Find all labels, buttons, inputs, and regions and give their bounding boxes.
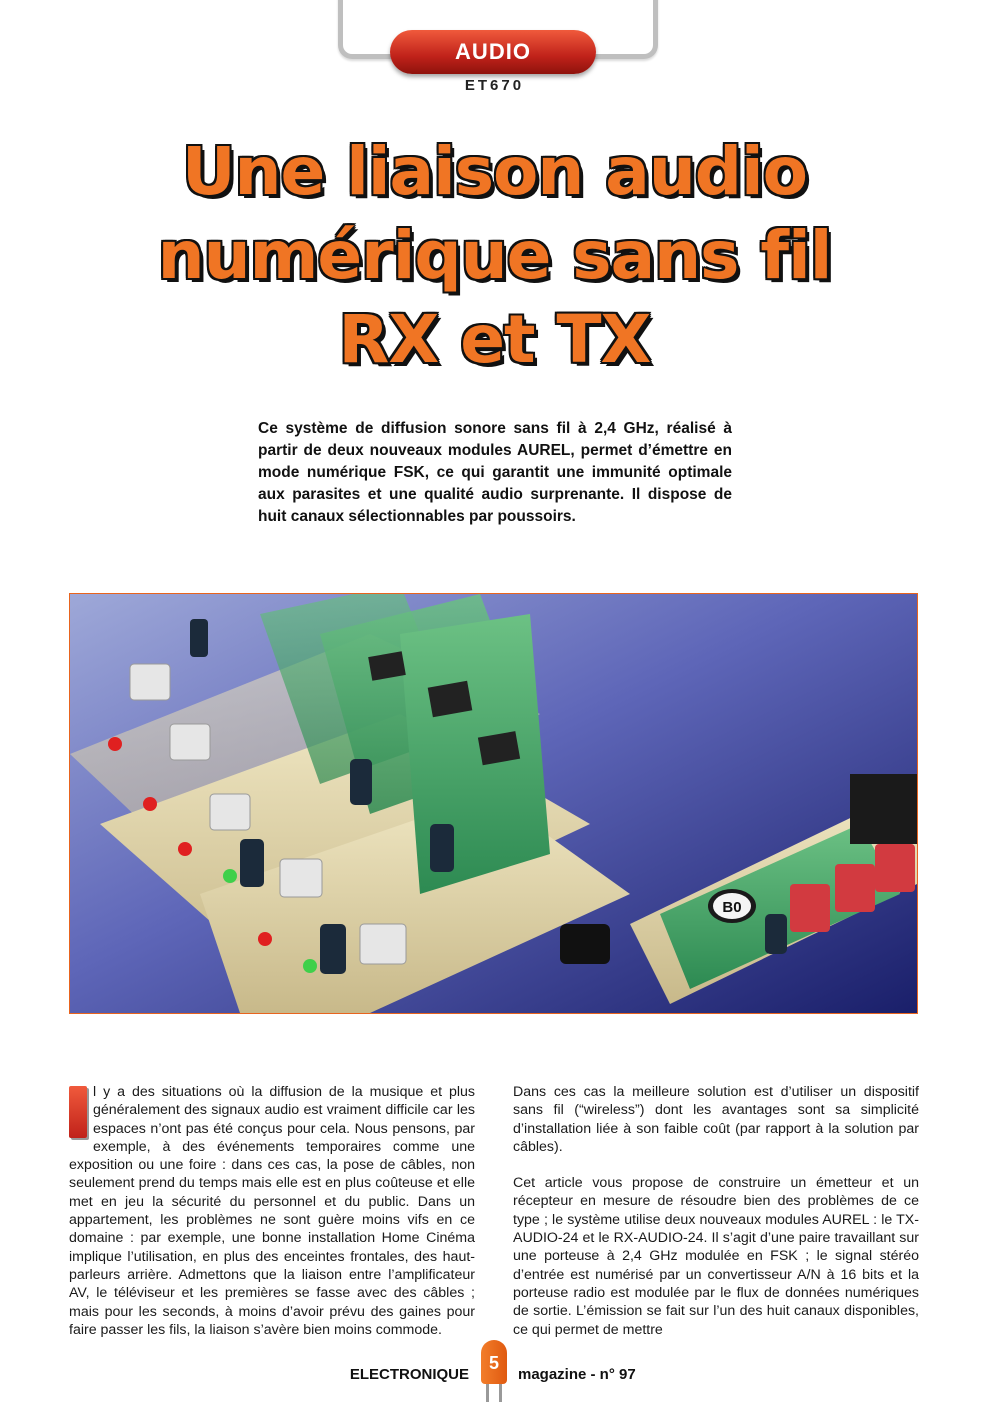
dropcap: I (69, 1086, 87, 1138)
title-line-3: RX et TX (338, 301, 651, 378)
footer-magazine-right: magazine - n° 97 (518, 1366, 636, 1383)
title-line-2: numérique sans fil (157, 217, 832, 294)
article-code: ET670 (464, 77, 525, 94)
footer-magazine-left: ELECTRONIQUE (349, 1366, 469, 1383)
section-badge (390, 30, 596, 74)
page-number: 5 (481, 1340, 507, 1384)
led-leg (499, 1384, 502, 1402)
article-title (0, 130, 989, 382)
module-label: B0 (722, 899, 742, 916)
photo-illustration (70, 594, 917, 1013)
body-column-left (69, 1083, 475, 1357)
page-footer (0, 1353, 989, 1392)
body-paragraph: Cet article vous propose de construire un émetteur et un récepteur en mesure de résoudre bien des problèmes de ce type ; le système utilise deux nouveaux modules AUREL : le TX-AUDIO-24 et le RX-AUDIO-24. Il s’agit d’une paire travaillant sur une porteuse à 2,4 GHz modulée en FSK ; le signal stéréo d’entrée est numérisé par un convertisseur A/N à 16 bits et la porteuse radio est modulée par le flux de données numériques de sortie. L’émission se fait sur l’un des huit canaux disponibles, ce qui permet de mettre (513, 1175, 919, 1338)
title-line-1: Une liaison audio (181, 133, 808, 210)
circuit-boards-photo (69, 593, 918, 1014)
body-column-right (513, 1083, 919, 1357)
section-label: AUDIO (455, 39, 531, 64)
body-paragraph: Dans ces cas la meilleure solution est d’utiliser un dispositif sans fil (“wireless”) dont les avantages sont sa simplicité d’installation liée à son faible coût (par rapport à la solution par câbles). (513, 1084, 919, 1155)
lead-paragraph: Ce système de diffusion sonore sans fil à 2,4 GHz, réalisé à partir de deux nouveaux modules AUREL, permet d’émettre en mode numérique FSK, ce qui garantit une immunité optimale aux parasites et une qualité audio surprenante. Il dispose de huit canaux sélectionnables par poussoirs. (258, 420, 732, 525)
body-text: l y a des situations où la diffusion de la musique et plus généralement des signaux audio est vraiment difficile car les espaces n’ont pas été conçus pour cela. Nous pensons, par exemple, à des événements temporaires comme une exposition ou une foire : dans ces cas, la pose de câbles, non seulement prend du temps mais elle est en plus coûteuse et elle met en jeu la sécurité du personnel et du public. Dans un appartement, les problèmes ne sont guère moins vifs en ce domaine : par exemple, une bonne installation Home Cinéma implique l’utilisation, en plus des enceintes frontales, des haut-parleurs arrière. Admettons que la liaison entre l’amplificateur AV, le téléviseur et les premières se fasse avec des câbles ; mais pour les seconds, à moins d’avoir prévu des gaines pour faire passer les fils, la liaison s’avère bien moins commode. (69, 1084, 475, 1338)
body-paragraph (69, 1083, 475, 1339)
led-leg (486, 1384, 489, 1402)
